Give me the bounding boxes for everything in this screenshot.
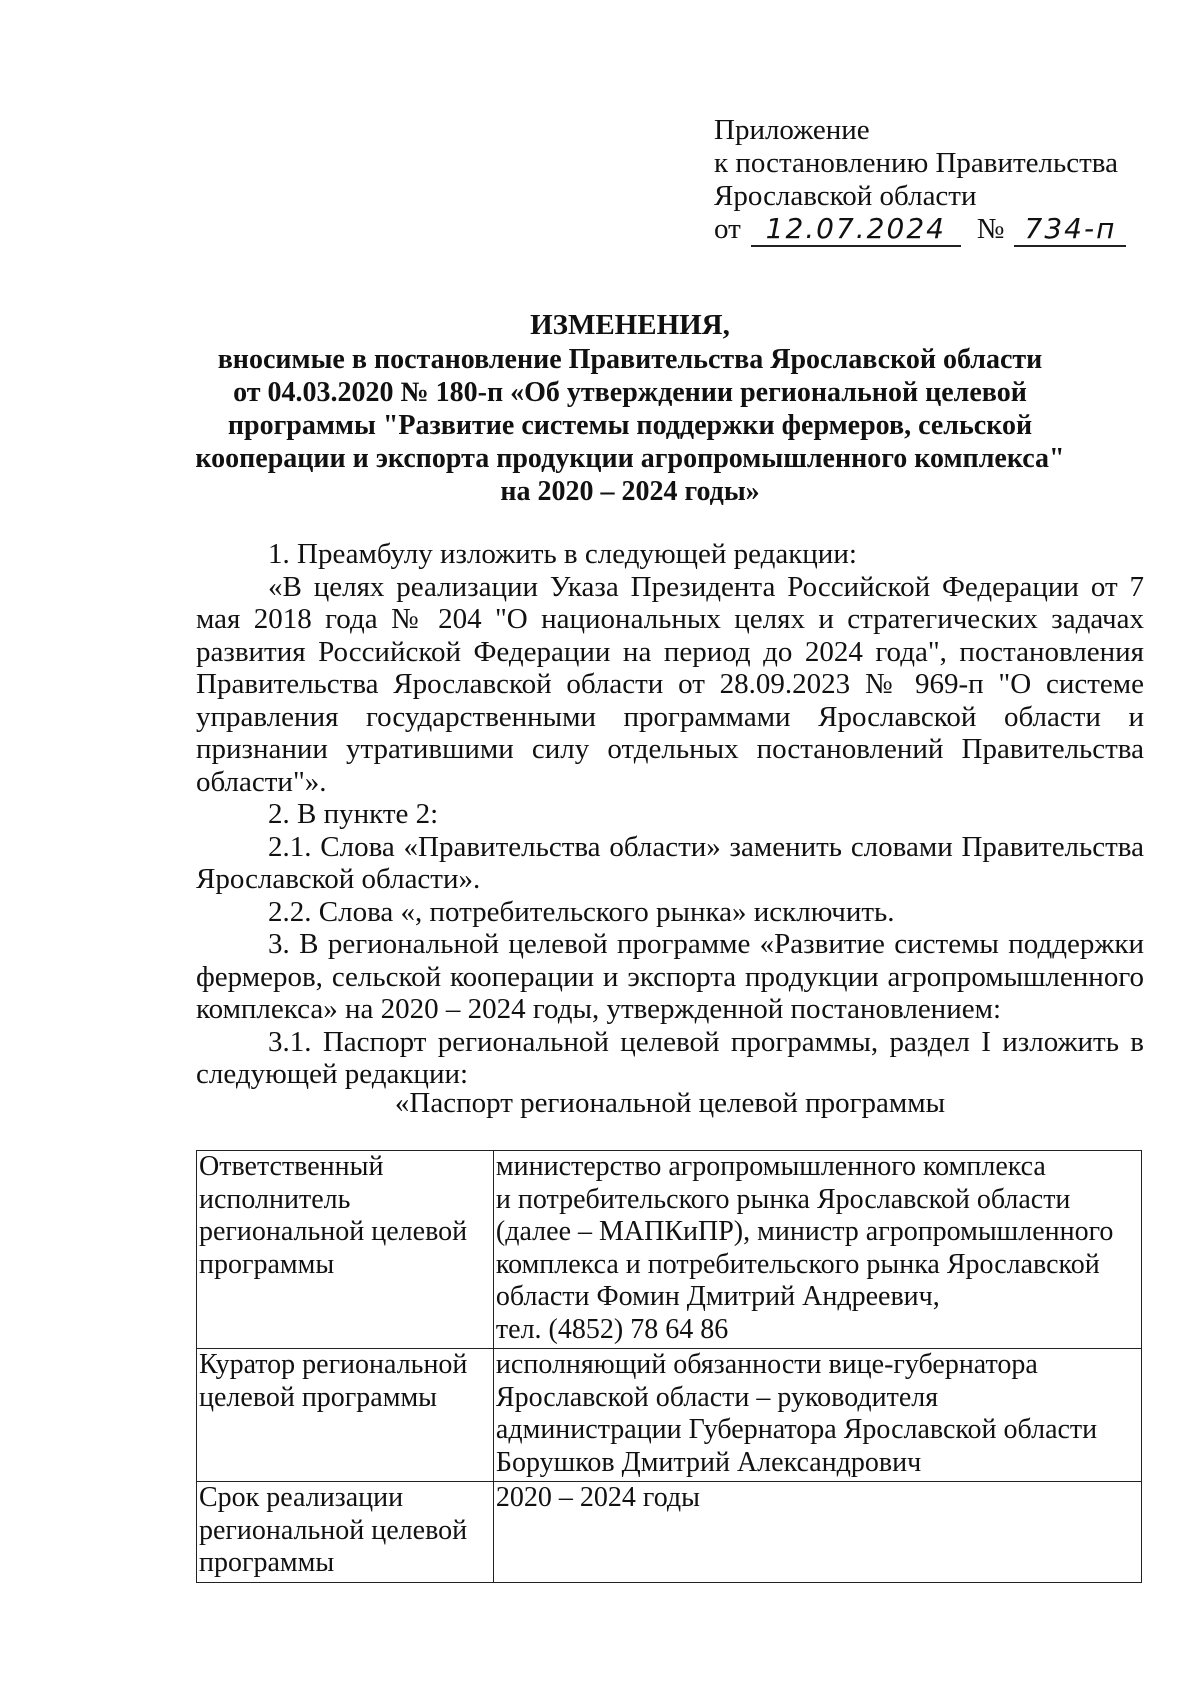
appendix-line-3: Ярославской области — [714, 180, 977, 212]
paragraph-3: 2. В пункте 2: — [268, 798, 439, 830]
paragraph-1: 1. Преамбулу изложить в следующей редакции: — [268, 538, 857, 570]
from-label: от — [714, 213, 741, 245]
table-cell-label: Куратор региональной целевой программы — [197, 1349, 494, 1482]
appendix-line-1: Приложение — [714, 114, 870, 146]
paragraph-2: «В целях реализации Указа Президента Российской Федерации от 7 мая 2018 года № 204 "О национальных целях и стратегических задачах развития Российской Федерации на период до 2024 года", постановления Правительства Ярославской области от 28.09.2023 № 969-п "О системе управления государственными программами Ярославской области и признании утратившими силу отдельных постановлений Правительства области"». — [196, 570, 1144, 798]
appendix-date-number-line — [714, 213, 1126, 247]
title-line-2: от 04.03.2020 № 180-п «Об утверждении региональной целевой — [233, 377, 1027, 408]
paragraph-7: 3.1. Паспорт региональной целевой программы, раздел I изложить в следующей редакции: — [196, 1025, 1144, 1090]
appendix-header — [714, 114, 1126, 247]
table-cell-label: Ответственный исполнитель региональной целевой программы — [197, 1151, 494, 1349]
paragraph-5: 2.2. Слова «, потребительского рынка» исключить. — [268, 895, 895, 928]
document-title — [180, 309, 1080, 508]
title-line-1: вносимые в постановление Правительства Ярославской области — [217, 344, 1043, 375]
paragraph-4: 2.1. Слова «Правительства области» заменить словами Правительства Ярославской области». — [196, 830, 1144, 895]
paragraph-6: 3. В региональной целевой программе «Развитие системы поддержки фермеров, сельской кооперации и экспорта продукции агропромышленного комплекса» на 2020 – 2024 годы, утвержденной постановлением: — [196, 928, 1144, 1025]
table-cell-value: министерство агропромышленного комплекса и потребительского рынка Ярославской области (далее – МАПКиПР), министр агропромышленного комплекса и потребительского рынка Ярославской области Фомин Дмитрий Андреевич, тел. (4852) 78 64 86 — [493, 1151, 1141, 1349]
title-line-3: программы "Развитие системы поддержки фермеров, сельской — [227, 410, 1033, 441]
title-line-4: кооперации и экспорта продукции агропромышленного комплекса" — [195, 443, 1065, 474]
table-row — [197, 1349, 1142, 1482]
appendix-line-2: к постановлению Правительства — [714, 147, 1118, 179]
table-cell-value: 2020 – 2024 годы — [493, 1482, 1141, 1583]
table-cell-value: исполняющий обязанности вице-губернатора Ярославской области – руководителя администрации Губернатора Ярославской области Борушков Дмитрий Александрович — [493, 1349, 1141, 1482]
table-cell-label: Срок реализации региональной целевой программы — [197, 1482, 494, 1583]
table-row — [197, 1482, 1142, 1583]
passport-caption: «Паспорт региональной целевой программы — [394, 1087, 946, 1119]
passport-table — [196, 1150, 1142, 1583]
handwritten-date: 12.07.2024 — [751, 215, 961, 247]
handwritten-number: 734-п — [1014, 215, 1126, 247]
table-row — [197, 1151, 1142, 1349]
number-label: № — [976, 213, 1005, 245]
title-line-5: на 2020 – 2024 годы» — [500, 476, 760, 507]
title-main: ИЗМЕНЕНИЯ, — [530, 309, 730, 341]
document-body — [196, 538, 1144, 1091]
